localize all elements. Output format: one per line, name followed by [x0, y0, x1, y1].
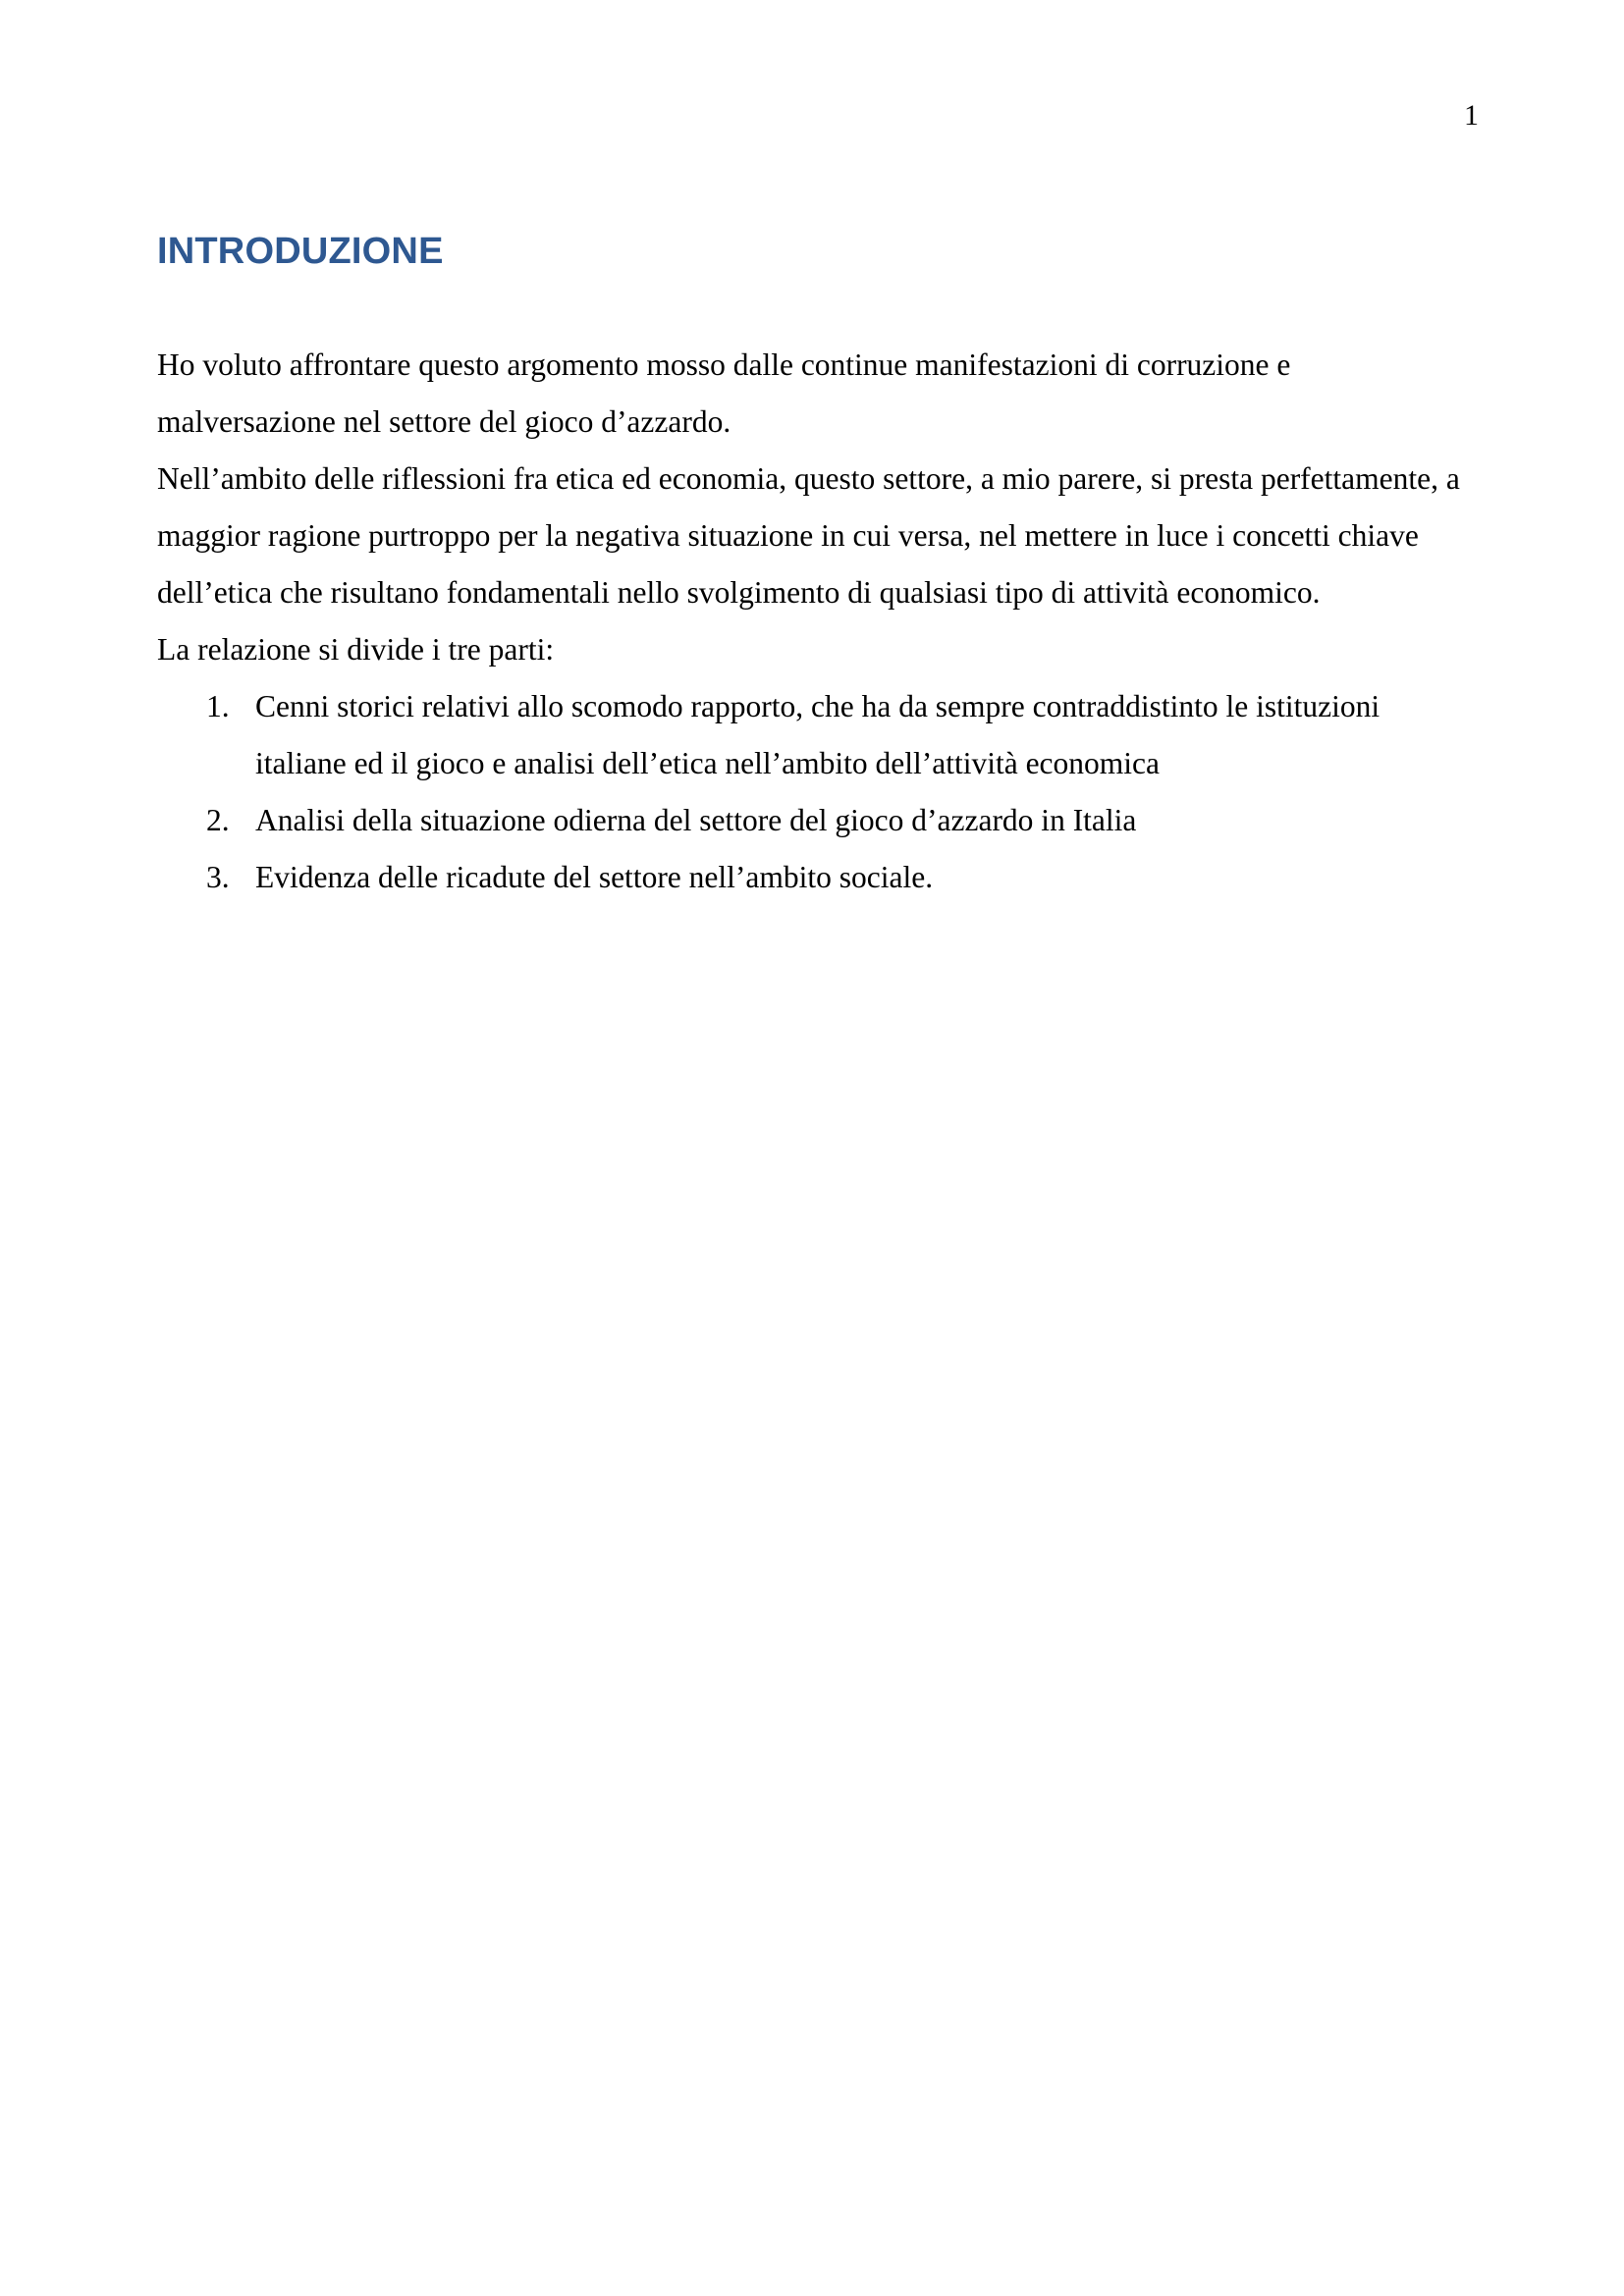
list-number: 2.	[206, 803, 230, 837]
list-item-text: Cenni storici relativi allo scomodo rapporto, che ha da sempre contraddistinto le istituzioni italiane ed il gioco e analisi dell’etica nell’ambito dell’attività economica	[255, 689, 1380, 780]
list-item	[157, 678, 1473, 792]
list-item	[157, 792, 1473, 849]
paragraph: La relazione si divide i tre parti:	[157, 632, 555, 667]
numbered-list	[157, 678, 1473, 906]
page-title: INTRODUZIONE	[157, 231, 444, 272]
paragraph: Ho voluto affrontare questo argomento mosso dalle continue manifestazioni di corruzione e malversazione nel settore del gioco d’azzardo.	[157, 347, 1291, 439]
body-text	[157, 337, 1473, 906]
page-number: 1	[1464, 99, 1479, 132]
list-item-text: Analisi della situazione odierna del settore del gioco d’azzardo in Italia	[255, 803, 1137, 837]
paragraph: Nell’ambito delle riflessioni fra etica ed economia, questo settore, a mio parere, si presta perfettamente, a maggior ragione purtroppo per la negativa situazione in cui versa, nel mettere in luce i concetti chiave dell’etica che risultano fondamentali nello svolgimento di qualsiasi tipo di attività economico.	[157, 461, 1460, 610]
list-number: 1.	[206, 689, 230, 723]
list-item	[157, 849, 1473, 906]
list-number: 3.	[206, 860, 230, 894]
list-item-text: Evidenza delle ricadute del settore nell’ambito sociale.	[255, 860, 934, 894]
